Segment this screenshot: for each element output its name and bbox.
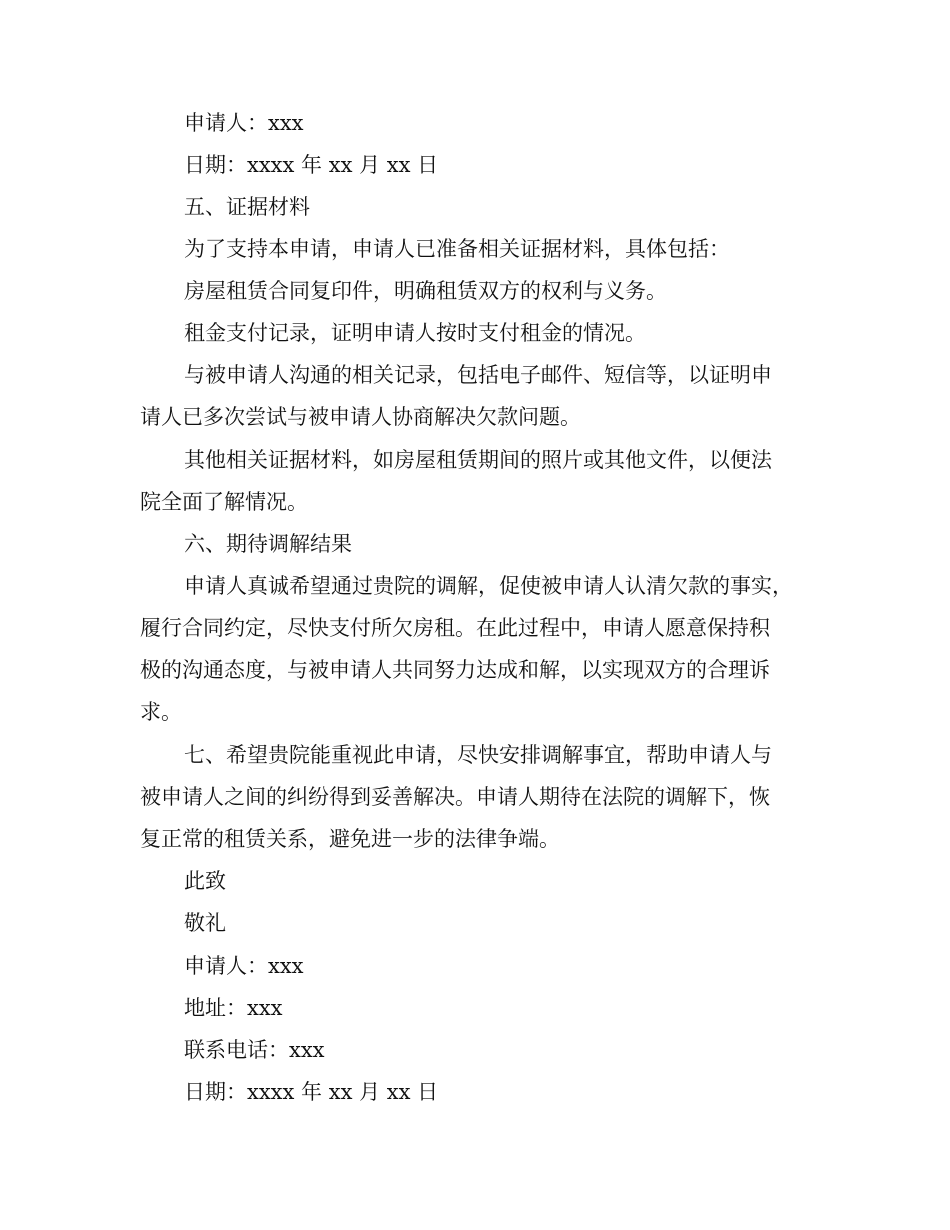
closing-line: 此致 (184, 869, 226, 893)
paragraph-line: 租金支付记录，证明申请人按时支付租金的情况。 (184, 321, 646, 345)
signature-applicant: 申请人：xxx (184, 954, 304, 978)
paragraph-line: 为了支持本申请，申请人已准备相关证据材料，具体包括： (184, 237, 730, 261)
signature-date: 日期：xxxx 年 xx 月 xx 日 (184, 1080, 439, 1104)
paragraph-line: 房屋租赁合同复印件，明确租赁双方的权利与义务。 (184, 279, 667, 303)
paragraph-line: 请人已多次尝试与被申请人协商解决欠款问题。 (140, 405, 581, 429)
paragraph-line: 极的沟通态度，与被申请人共同努力达成和解，以实现双方的合理诉 (140, 658, 770, 682)
paragraph-line: 七、希望贵院能重视此申请，尽快安排调解事宜，帮助申请人与 (184, 743, 772, 767)
paragraph-line: 复正常的租赁关系，避免进一步的法律争端。 (140, 827, 560, 851)
paragraph-line: 与被申请人沟通的相关记录，包括电子邮件、短信等，以证明申 (184, 363, 772, 387)
applicant-line: 申请人：xxx (184, 111, 304, 135)
salutation-line: 敬礼 (184, 911, 226, 935)
paragraph-line: 履行合同约定，尽快支付所欠房租。在此过程中，申请人愿意保持积 (140, 616, 770, 640)
paragraph-line: 院全面了解情况。 (140, 490, 308, 514)
section-heading-evidence: 五、证据材料 (184, 195, 310, 219)
section-heading-mediation: 六、期待调解结果 (184, 532, 352, 556)
date-line: 日期：xxxx 年 xx 月 xx 日 (184, 153, 439, 177)
paragraph-line: 求。 (140, 700, 182, 724)
paragraph-line: 其他相关证据材料，如房屋租赁期间的照片或其他文件，以便法 (184, 448, 772, 472)
signature-address: 地址：xxx (184, 996, 283, 1020)
paragraph-line: 申请人真诚希望通过贵院的调解，促使被申请人认清欠款的事实， (184, 574, 793, 598)
signature-phone: 联系电话：xxx (184, 1038, 325, 1062)
paragraph-line: 被申请人之间的纠纷得到妥善解决。申请人期待在法院的调解下，恢 (140, 785, 770, 809)
